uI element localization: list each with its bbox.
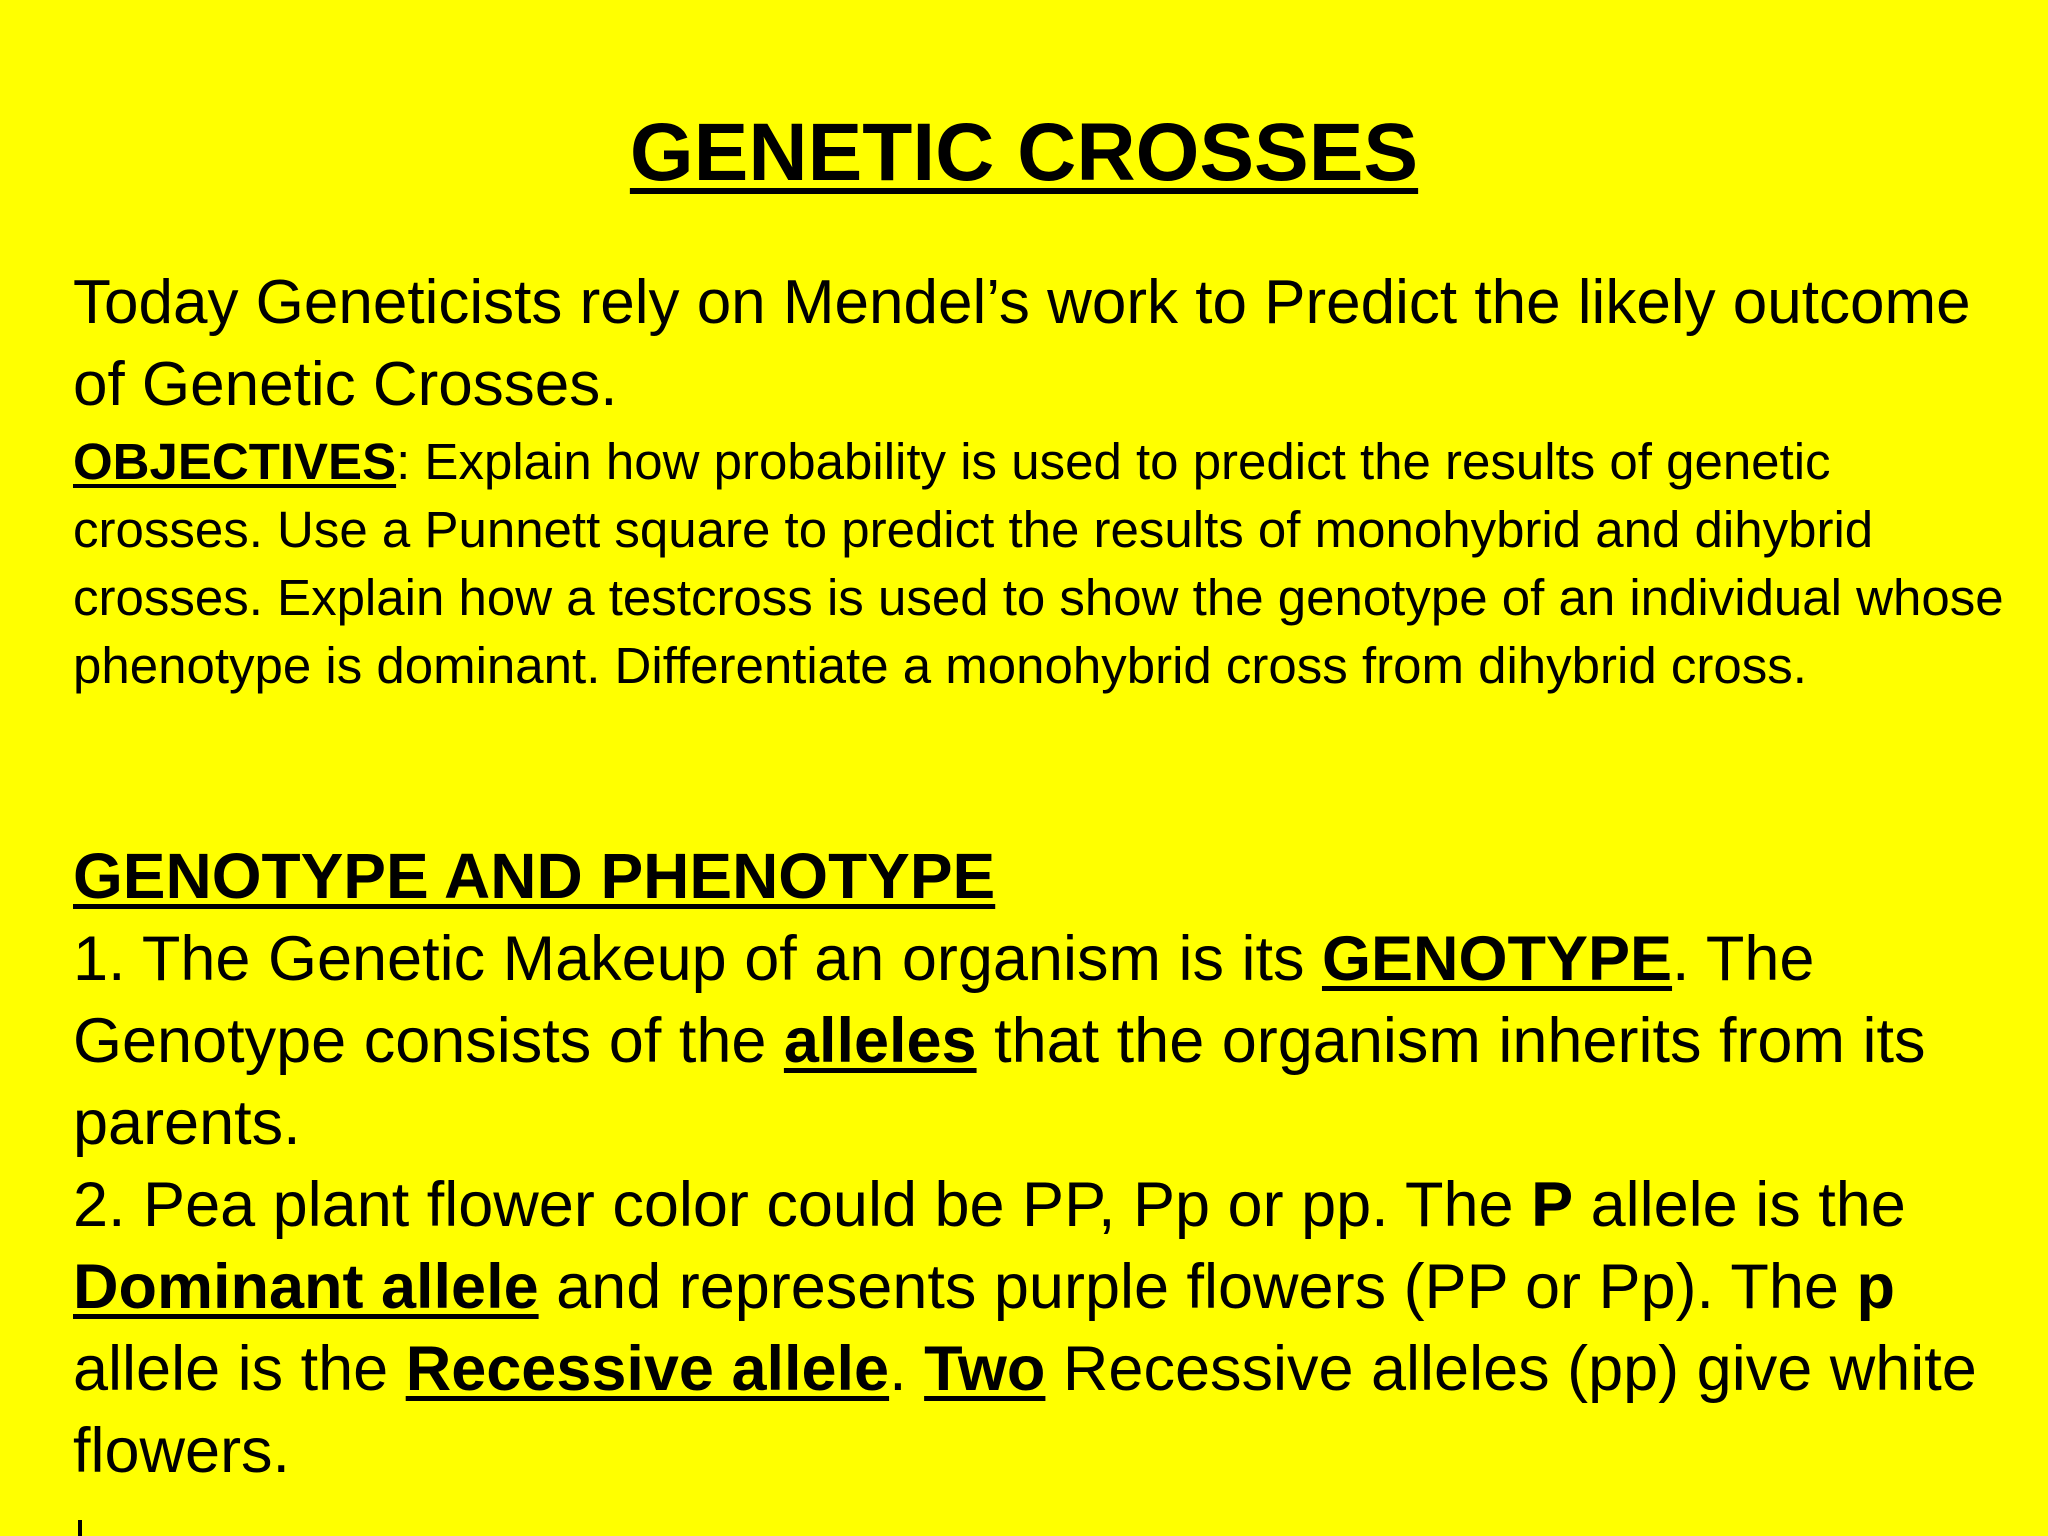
- point-1: [73, 918, 2013, 1164]
- point-2-text-e: .: [889, 1334, 925, 1404]
- point-2: [73, 1164, 2013, 1492]
- point-2-text-b: allele is the: [1573, 1170, 1906, 1240]
- point-1-text-b: . The Genotype consists of the: [73, 924, 1815, 1076]
- point-1-text-c: that the organism inherits from its parents.: [73, 1006, 1926, 1158]
- recessive-allele-symbol: p: [1856, 1252, 1895, 1322]
- dominant-allele-term: Dominant allele: [73, 1252, 539, 1322]
- slide-title-text: GENETIC CROSSES: [629, 107, 1419, 198]
- intro-paragraph: Today Geneticists rely on Mendel’s work to Predict the likely outcome of Genetic Crosses.: [73, 268, 1971, 419]
- section-heading: [73, 838, 995, 914]
- dominant-allele-symbol: P: [1531, 1170, 1574, 1240]
- objectives-label: OBJECTIVES: [73, 433, 397, 490]
- point-1-text-a: 1. The Genetic Makeup of an organism is its: [73, 924, 1322, 994]
- genotype-term: GENOTYPE: [1321, 924, 1673, 994]
- section-body: [73, 918, 2013, 1492]
- stray-mark: [78, 1520, 82, 1536]
- slide-title: [0, 108, 2048, 198]
- point-2-text-c: and represents purple flowers (PP or Pp). The: [538, 1252, 1857, 1322]
- point-2-text-d: allele is the: [73, 1334, 406, 1404]
- point-2-text-f: Recessive alleles (pp) give white flowers.: [73, 1334, 1977, 1486]
- section-heading-text: GENOTYPE AND PHENOTYPE: [73, 840, 996, 912]
- alleles-term: alleles: [783, 1006, 977, 1076]
- recessive-allele-term: Recessive allele: [405, 1334, 890, 1404]
- objectives-paragraph: [73, 428, 2033, 700]
- point-2-text-a: 2. Pea plant flower color could be PP, Pp or pp. The: [73, 1170, 1532, 1240]
- two-term: Two: [924, 1334, 1046, 1404]
- objectives-text: : Explain how probability is used to predict the results of genetic crosses. Use a Punnett square to predict the results of monohybrid and dihybrid crosses. Explain how a testcross is used to show the genotype of an individual whose phenotype is dominant. Differentiate a monohybrid cross from dihybrid cross.: [73, 433, 2004, 694]
